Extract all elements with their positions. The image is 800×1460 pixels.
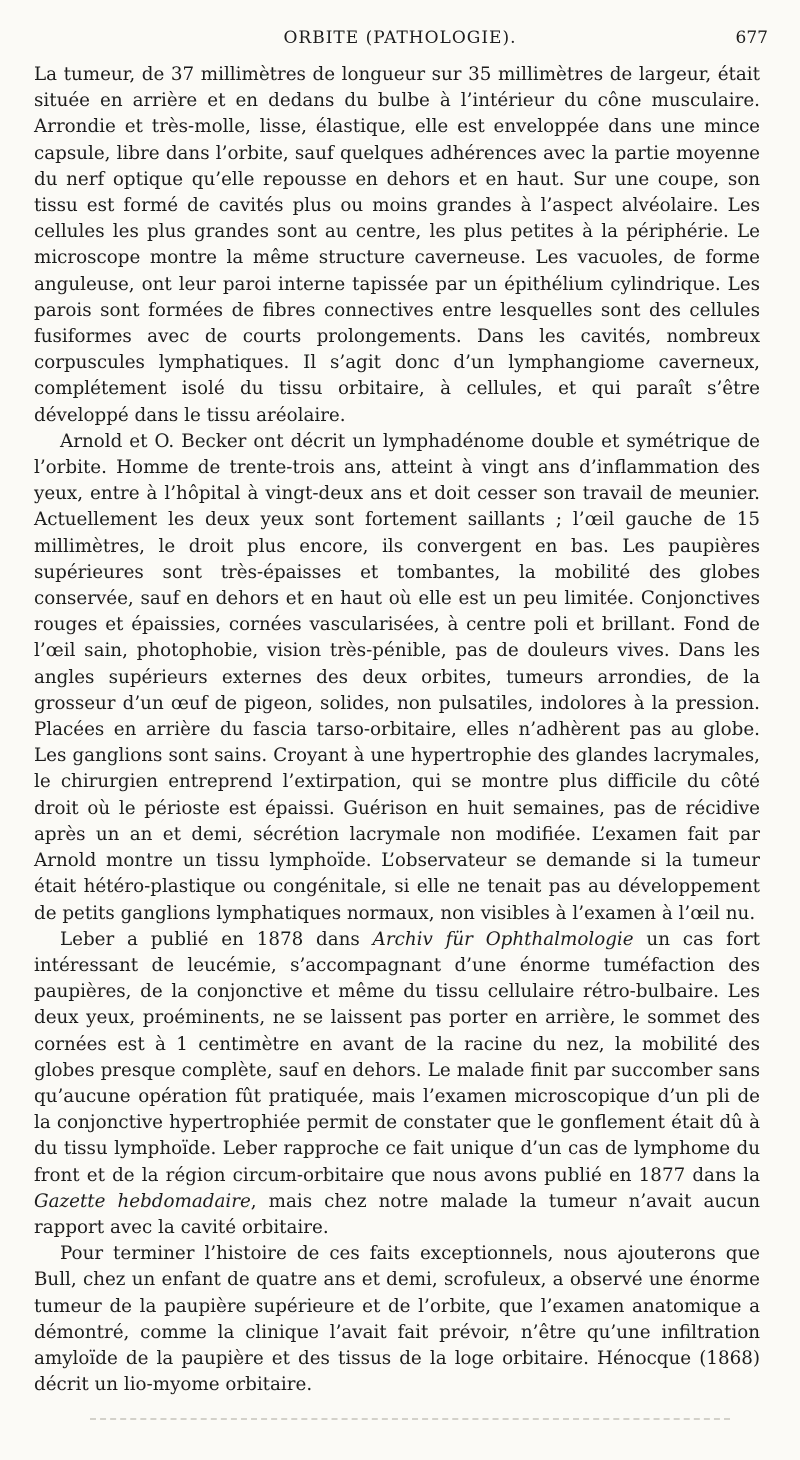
paragraph-arnold-becker: Arnold et O. Becker ont décrit un lymphadénome double et symétrique de l’orbite. Homme de trente-trois ans, atteint à vingt ans d’inflammation des yeux, entre à l’hôpital à vingt-deux ans et doit cesser son travail de meunier. Actuellement les deux yeux sont fortement saillants ; l’œil gauche de 15 millimètres, le droit plus encore, ils convergent en bas. Les paupières supérieures sont très-épaisses et tombantes, la mobilité des globes conservée, sauf en dehors et en haut où elle est un peu limitée. Conjonctives rouges et épaissies, cornées vascularisées, à centre poli et brillant. Fond de l’œil sain, photophobie, vision très-pénible, pas de douleurs vives. Dans les angles supérieurs externes des deux orbites, tumeurs arrondies, de la grosseur d’un œuf de pigeon, solides, non pulsatiles, indolores à la pression. Placées en arrière du fascia tarso-orbitaire, elles n’adhèrent pas au globe. Les ganglions sont sains. Croyant à une hypertrophie des glandes lacrymales, le chirurgien entreprend l’extirpation, qui se montre plus difficile du côté droit où le périoste est épaissi. Guérison en huit semaines, pas de récidive après un an et demi, sécrétion lacrymale non modifiée. L’examen fait par Arnold montre un tissu lymphoïde. L’observateur se demande si la tumeur était hétéro-plastique ou congénitale, si elle ne tenait pas au développement de petits ganglions lymphatiques normaux, non visibles à l’examen à l’œil nu. (34, 430, 760, 924)
journal-title-archiv: Archiv für Ophthalmologie (372, 928, 634, 950)
footer-rule (90, 1418, 730, 1422)
page-header (0, 28, 800, 58)
body-text (34, 62, 760, 1398)
paragraph-leber (34, 927, 760, 1241)
leber-text-2: un cas fort intéressant de leucémie, s’accompagnant d’une énorme tuméfaction des paupières, de la conjonctive et même du tissu cellulaire rétro-bulbaire. Les deux yeux, proéminents, ne se laissent pas porter en arrière, le sommet des cornées est à 1 centimètre en avant de la racine du nez, la mobilité des globes presque complète, sauf en dehors. Le malade finit par succomber sans qu’aucune opération fût pratiquée, mais l’examen microscopique d’un pli de la conjonctive hypertrophiée permit de constater que le gonflement était dû à du tissu lymphoïde. Leber rapproche ce fait unique d’un cas de lymphome du front et de la région circum-orbitaire que nous avons publié en 1877 dans la (34, 928, 760, 1186)
paragraph-closing: Pour terminer l’histoire de ces faits exceptionnels, nous ajouterons que Bull, chez un enfant de quatre ans et demi, scrofuleux, a observé une énorme tumeur de la paupière supérieure et de l’orbite, que l’examen anatomique a démontré, comme la clinique l’avait fait prévoir, n’être qu’une infiltration amyloïde de la paupière et des tissus de la loge orbitaire. Hénocque (1868) décrit un lio-myome orbitaire. (34, 1243, 760, 1396)
paragraph-lymphangiome: La tumeur, de 37 millimètres de longueur sur 35 millimètres de largeur, était située en arrière et en dedans du bulbe à l’intérieur du cône musculaire. Arrondie et très-molle, lisse, élastique, elle est enveloppée dans une mince capsule, libre dans l’orbite, sauf quelques adhérences avec la partie moyenne du nerf optique qu’elle repousse en dehors et en haut. Sur une coupe, son tissu est formé de cavités plus ou moins grandes à l’aspect alvéolaire. Les cellules les plus grandes sont au centre, les plus petites à la périphérie. Le microscope montre la même structure caverneuse. Les vacuoles, de forme anguleuse, ont leur paroi interne tapissée par un épithélium cylindrique. Les parois sont formées de fibres connectives entre lesquelles sont des cellules fusiformes avec de courts prolongements. Dans les cavités, nombreux corpuscules lymphatiques. Il s’agit donc d’un lymphangiome caverneux, complétement isolé du tissu orbitaire, à cellules, et qui paraît s’être développé dans le tissu aréolaire. (34, 64, 760, 426)
page-number: 677 (735, 28, 768, 48)
leber-text-1: Leber a publié en 1878 dans (60, 928, 373, 950)
running-title: ORBITE (PATHOLOGIE). (283, 28, 517, 48)
journal-title-gazette: Gazette hebdomadaire (34, 1190, 251, 1212)
leber-text-3: , mais chez notre malade la tumeur n’avait aucun rapport avec la cavité orbitaire. (34, 1190, 760, 1238)
